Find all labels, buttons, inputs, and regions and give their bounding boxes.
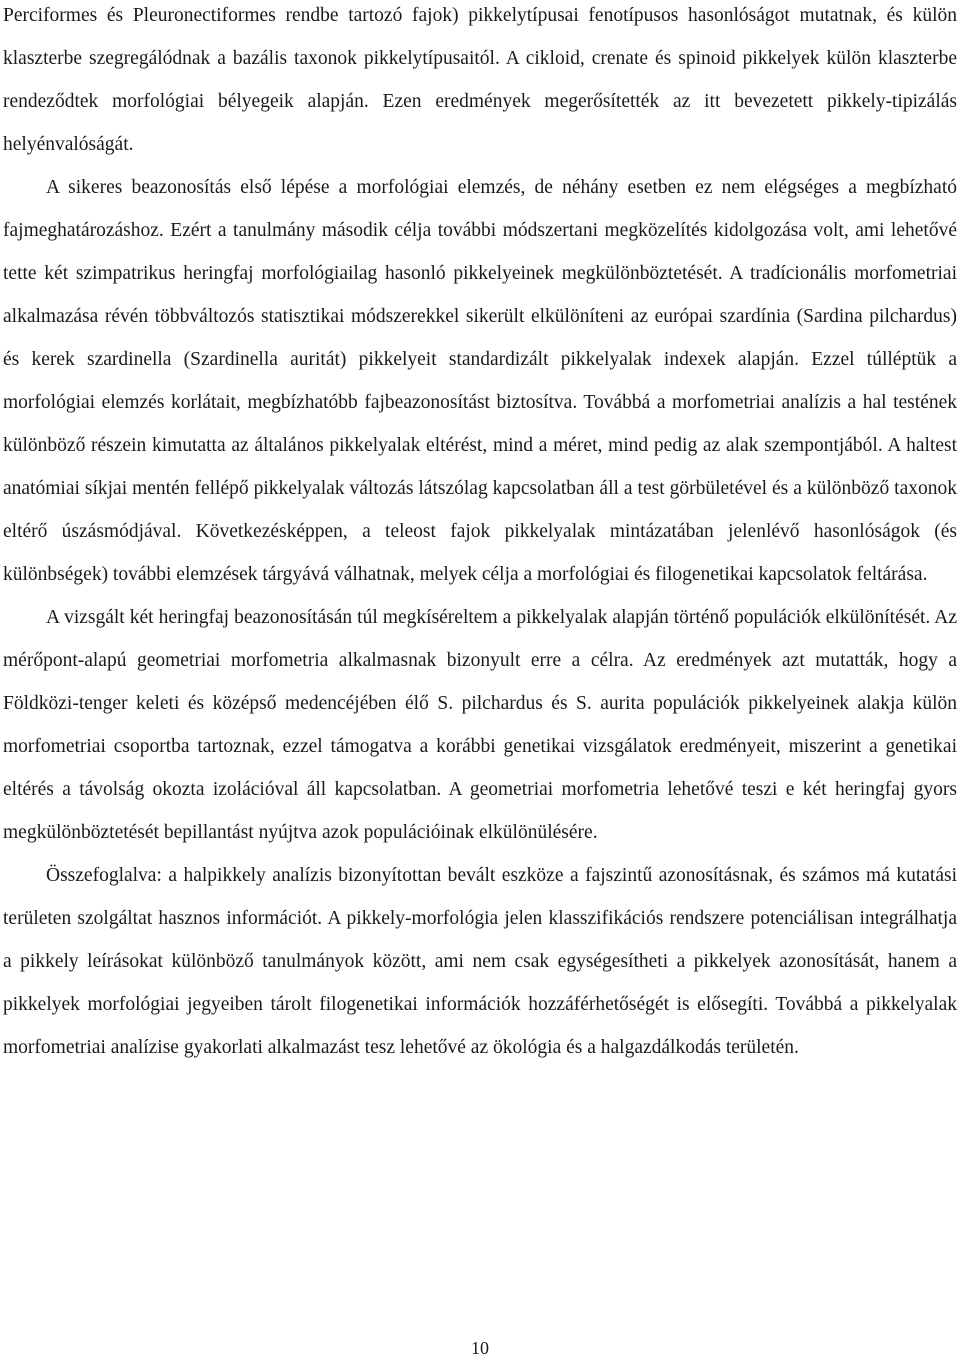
document-body bbox=[3, 0, 957, 1069]
paragraph-population-separation: A vizsgált két heringfaj beazonosításán túl megkíséreltem a pikkelyalak alapján történő populációk elkülönítését. Az mérőpont-alapú geometriai morfometria alkalmasnak bizonyult erre a célra. Az eredmények azt mutatták, hogy a Földközi-tenger keleti és középső medencéjében élő S. pilchardus és S. aurita populációk pikkelyeinek alakja külön morfometriai csoportba tartoznak, ezzel támogatva a korábbi genetikai vizsgálatok eredményeit, miszerint a genetikai eltérés a távolság okozta izolációval áll kapcsolatban. A geometriai morfometria lehetővé teszi e két heringfaj gyors megkülönböztetését bepillantást nyújtva azok populációinak elkülönülésére. bbox=[3, 607, 957, 843]
paragraph-summary: Összefoglalva: a halpikkely analízis bizonyítottan bevált eszköze a fajszintű azonosításnak, és számos má kutatási területen szolgáltat hasznos információt. A pikkely-morfológia jelen klasszifikációs rendszere potenciálisan integrálhatja a pikkely leírásokat különböző tanulmányok között, ami nem csak egységesítheti a pikkelyek azonosítását, hanem a pikkelyek morfológiai jegyeiben tárolt filogenetikai információk hozzáférhetőségét is elősegíti. Továbbá a pikkelyalak morfometriai analízise gyakorlati alkalmazást tesz lehetővé az ökológia és a halgazdálkodás területén. bbox=[3, 865, 957, 1058]
paragraph-continuation: Perciformes és Pleuronectiformes rendbe tartozó fajok) pikkelytípusai fenotípusos hasonlóságot mutatnak, és külön klaszterbe szegregálódnak a bazális taxonok pikkelytípusaitól. A cikloid, crenate és spinoid pikkelyek külön klaszterbe rendeződtek morfológiai bélyegeik alapján. Ezen eredmények megerősítették az itt bevezetett pikkely-tipizálás helyénvalóságát. bbox=[3, 5, 957, 155]
paragraph-morphometrics: A sikeres beazonosítás első lépése a morfológiai elemzés, de néhány esetben ez nem elégséges a megbízható fajmeghatározáshoz. Ezért a tanulmány második célja további módszertani megközelítés kidolgozása volt, ami lehetővé tette két szimpatrikus heringfaj morfológiailag hasonló pikkelyeinek megkülönböztetését. A tradícionális morfometriai alkalmazása révén többváltozós statisztikai módszerekkel sikerült elkülöníteni az európai szardínia (Sardina pilchardus) és kerek szardinella (Szardinella auritát) pikkelyeit standardizált pikkelyalak indexek alapján. Ezzel túlléptük a morfológiai elemzés korlátait, megbízhatóbb fajbeazonosítást biztosítva. Továbbá a morfometriai analízis a hal testének különböző részein kimutatta az általános pikkelyalak eltérést, mind a méret, mind pedig az alak szempontjából. A haltest anatómiai síkjai mentén fellépő pikkelyalak változás látszólag kapcsolatban áll a test görbületével és a különböző taxonok eltérő úszásmódjával. Következésképpen, a teleost fajok pikkelyalak mintázatában jelenlévő hasonlóságok (és különbségek) további elemzések tárgyává válhatnak, melyek célja a morfológiai és filogenetikai kapcsolatok feltárása. bbox=[3, 177, 957, 585]
page-number: 10 bbox=[471, 1338, 489, 1358]
